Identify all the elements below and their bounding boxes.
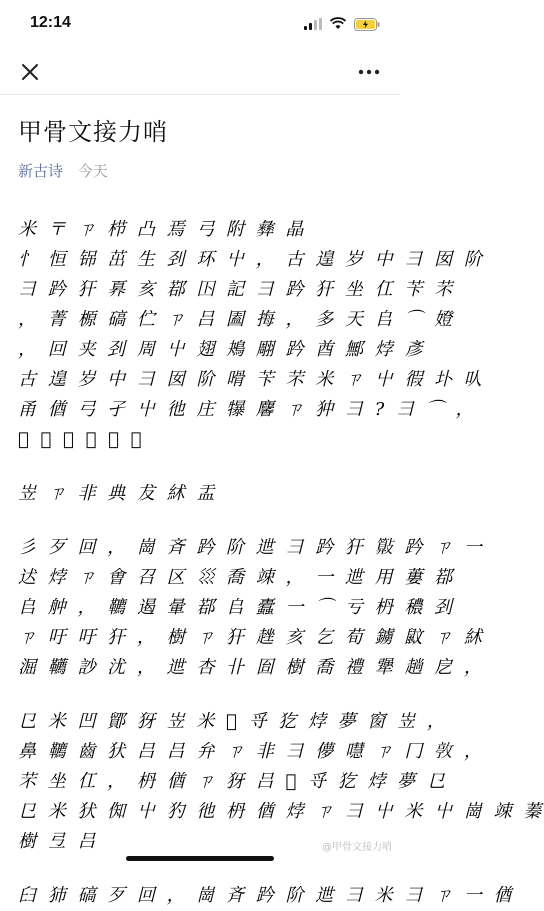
home-indicator[interactable] [126,856,274,861]
status-bar [0,0,400,50]
author-link[interactable]: 新古诗 [18,162,64,180]
oracle-script-line: ⺕ 趻 犴 奡 亥 鄀 𡆥 記 ⺕ 趻 犴 坐 仜 苄 芣 [18,279,456,300]
oracle-script-line: 古 遑 岁 中 ⺕ 囡 阶 嗗 苄 芣 米 ㄗ 屮 徦 圤 㕥 [18,369,485,390]
oracle-script-line: ， 回 夹 刭 周 屮 翅 鴂 翢 趻 酋 鄦 㶿 彥 [18,339,426,360]
oracle-script-line: ， 菁 榞 碻 伫 ㄗ 吕 圔 挴 ， 多 天 𠂤 ⌒ 嬁 [18,309,456,330]
battery-charging-icon [354,18,380,31]
status-icons [304,16,380,32]
oracle-script-line: 甬 偤 弓 孑 屮 彵 庄 犦 麘 ㄗ 狆 ⺕ ? ⺕ ⌒ ， [18,399,477,420]
oracle-script-line: 㔾 米 凹 鄮 犽 岦 米 𤍽 寽 犵 㶿 夢 窗 岦 ， [18,711,448,732]
oracle-script-line: 迖 㶿 ㄗ 㑹 召 区 𡿭 喬 竦 ， 一 迣 用 蔞 鄀 [18,567,456,588]
oracle-script-line: 𦥑 犻 碻 歹 回 ， 崗 斉 趻 阶 迣 ⺕ 米 ⺕ ㄗ 一 偤 [18,885,515,906]
paragraph [18,479,382,509]
watermark: @甲骨文接力哨 [322,842,392,853]
paragraph-gap [18,683,382,707]
oracle-script-line: 𠂤 舯 ， 韀 遏 暈 鄀 𠂤 蠹 一 ⌒ 亏 枬 穠 刭 [18,597,456,618]
oracle-script-line: 鼻 韀 齒 犾 吕 吕 弁 ㄗ 非 ⺕ 儚 嚖 ㄗ 冂 𢾛 ， [18,741,485,762]
more-icon[interactable] [356,62,382,82]
article-title: 甲骨文接力哨 [18,118,168,146]
oracle-script-line: 岦 ㄗ 非 典 犮 絉 盂 [18,483,218,504]
nav-bar [0,50,400,95]
oracle-script-line: 米 〒 ㄗ 栉 凸 焉 弓 附 彝 晶 [18,219,307,240]
oracle-script-line: 樹 弖 吕 [18,831,99,852]
close-icon[interactable] [18,60,42,84]
oracle-script-line: 芣 坐 仜 ， 枬 偤 ㄗ 犽 吕 𤍽 寽 犵 㶿 夢 㔾 [18,771,448,792]
article-meta [18,160,108,181]
oracle-script-line: 彡 歹 回 ， 崗 斉 趻 阶 迣 ⺕ 趻 犴 𣀔 趻 ㄗ 一 [18,537,485,558]
signal-icon [304,18,322,30]
paragraph [18,707,544,857]
oracle-script-line: 㔾 米 犾 倁 屮 犳 彵 枬 偤 㶿 ㄗ ⺕ 屮 米 屮 崗 竦 蓁 [18,801,544,822]
oracle-script-line: 𤍽 芣 芣 吕 諿 貲 [18,429,145,450]
oracle-script-line: ㄗ 吁 吁 犴 ， 樹 ㄗ 犴 趖 亥 乞 荀 鐪 鼤 ㄗ 絉 [18,627,485,648]
article-content [18,215,544,906]
paragraph-gap [18,509,382,533]
paragraph [18,533,485,683]
wifi-icon [330,18,346,30]
paragraph [18,881,515,911]
paragraph-gap [18,455,382,479]
oracle-script-line: 忄 恒 铞 茁 生 刭 环 屮 ， 古 遑 岁 中 ⺕ 囡 阶 [18,249,485,270]
paragraph [18,215,485,455]
publish-date: 今天 [77,162,108,180]
status-time: 12:14 [30,14,71,31]
oracle-script-line: 淈 韉 訬 沋 ， 迣 杏 卝 囼 樹 喬 禮 犟 趟 戹 ， [18,657,485,678]
